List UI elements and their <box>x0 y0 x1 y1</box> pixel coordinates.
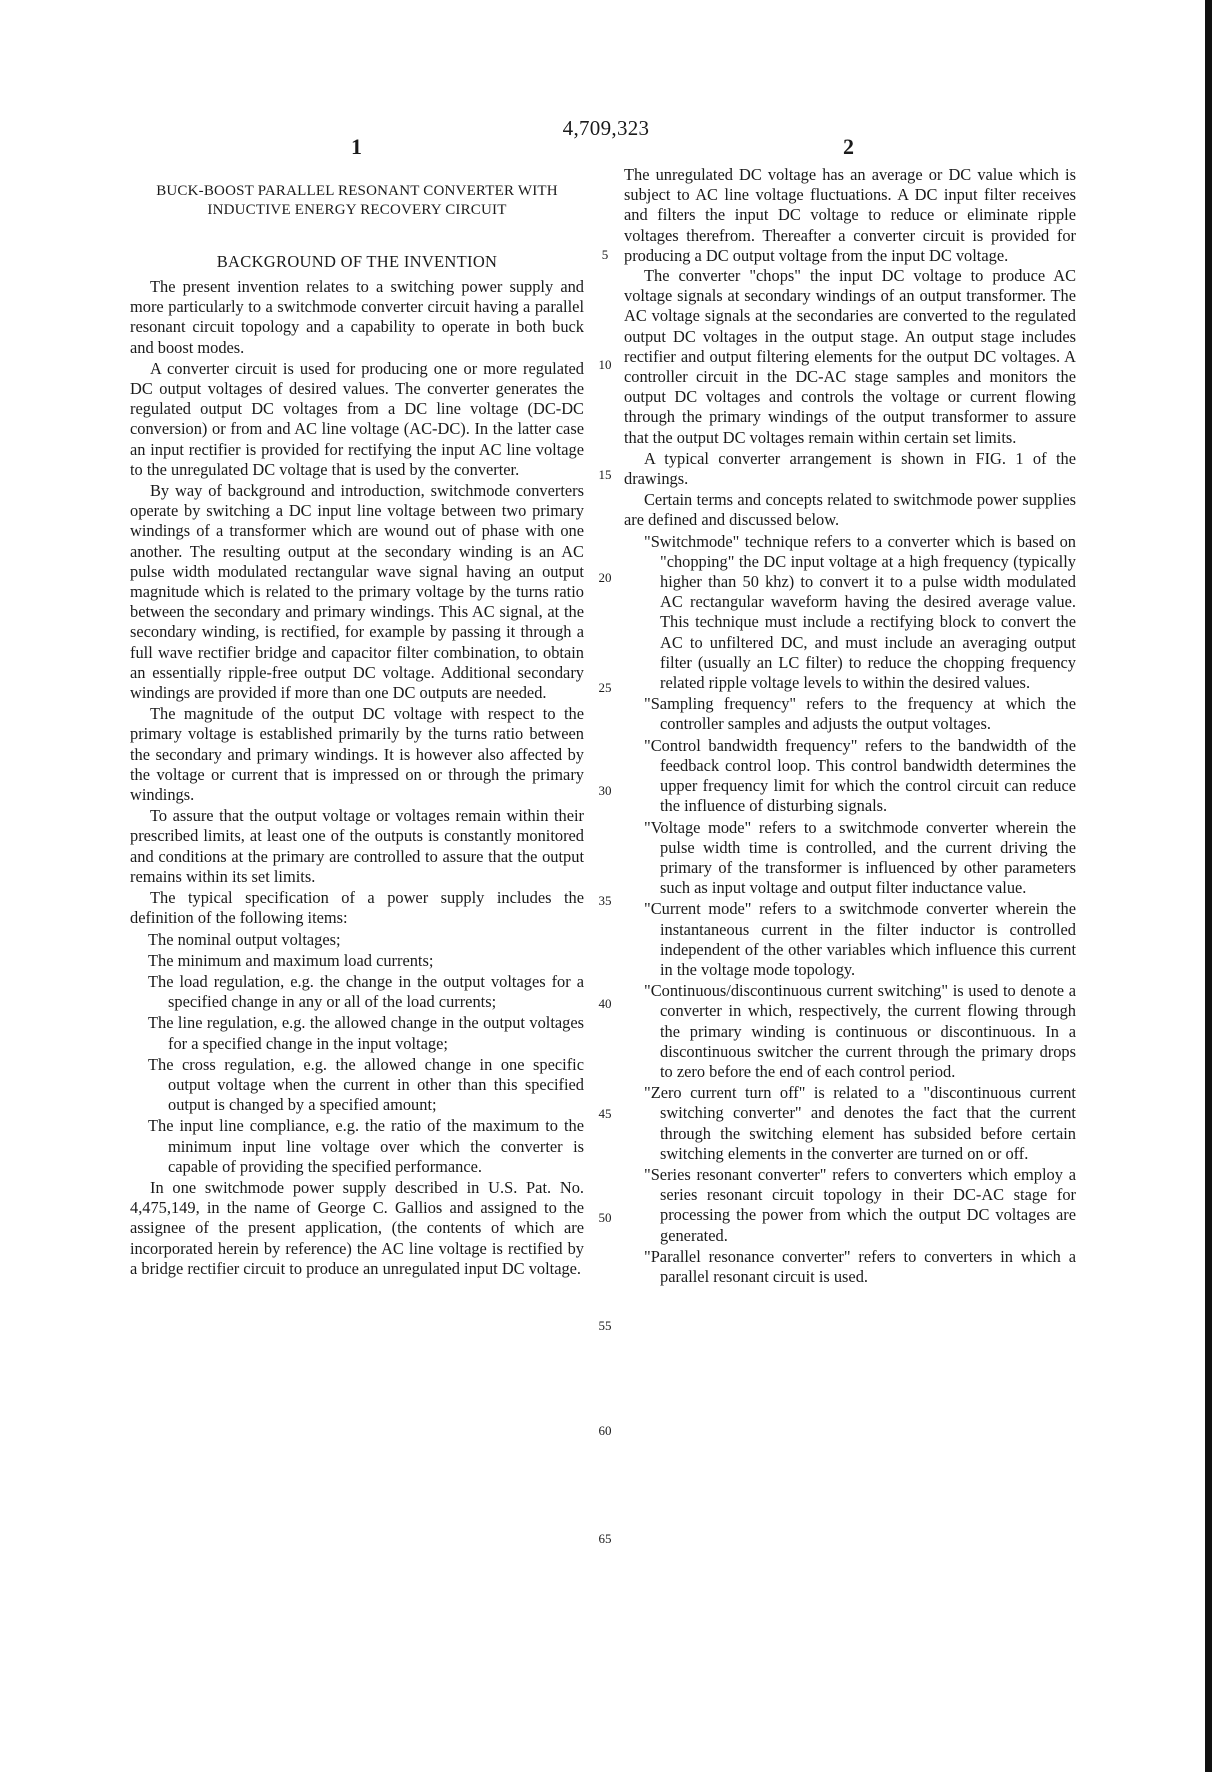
patent-title: BUCK-BOOST PARALLEL RESONANT CONVERTER WITH INDUCTIVE ENERGY RECOVERY CIRCUIT <box>156 183 558 218</box>
left-column-number: 1 <box>351 134 362 159</box>
line-number: 15 <box>598 467 612 482</box>
line-number: 35 <box>598 893 612 908</box>
paragraph: A converter circuit is used for producing one or more regulated DC output voltages of desired values. The converter generates the regulated output DC voltages from a DC line voltage (DC-DC conversion) or from and AC line voltage (AC-DC). In the latter case an input rectifier is provided for rectifying the input AC line voltage to the unregulated DC voltage that is used by the converter. <box>130 358 584 479</box>
paragraph: By way of background and introduction, switchmode converters operate by switching a DC input line voltage between two primary windings of a transformer which are wound out of phase with one another. The resulting output at the secondary winding is an AC pulse width modulated rectangular wave signal having an output magnitude which is related to the primary voltage by the turns ratio between the secondary and primary windings. This AC signal, at the secondary winding, is rectified, for example by passing it through a full wave rectifier bridge and capacitor filter combination, to obtain an essentially ripple-free output DC voltage. Additional secondary windings are provided if more than one DC outputs are needed. <box>130 481 584 703</box>
right-column-number: 2 <box>843 134 854 159</box>
line-number: 65 <box>598 1531 612 1546</box>
left-column <box>130 182 584 1280</box>
spec-item: The minimum and maximum load currents; <box>148 950 434 970</box>
spec-item: The nominal output voltages; <box>148 929 341 949</box>
paragraph: To assure that the output voltage or voltages remain within their prescribed limits, at least one of the outputs is constantly monitored and conditions at the primary are controlled to assure that the output remains within its set limits. <box>130 806 584 886</box>
line-number: 45 <box>598 1106 612 1121</box>
definition-item: "Parallel resonance converter" refers to converters in which a parallel resonant circuit is used. <box>644 1246 1076 1286</box>
spec-item: The input line compliance, e.g. the ratio of the maximum to the minimum input line voltage over which the converter is capable of providing the specified performance. <box>148 1116 584 1176</box>
definition-item: "Control bandwidth frequency" refers to the bandwidth of the feedback control loop. This control bandwidth determines the upper frequency limit for which the control circuit can reduce the influence of disturbing signals. <box>644 735 1076 816</box>
definition-item: "Zero current turn off" is related to a "discontinuous current switching converter" and denotes the fact that the current through the switching element has subsided before certain switching elements in the converter are turned on or off. <box>644 1083 1076 1163</box>
definition-item: "Sampling frequency" refers to the frequency at which the controller samples and adjusts the output voltages. <box>644 694 1076 734</box>
patent-number: 4,709,323 <box>562 116 650 140</box>
definition-item: "Continuous/discontinuous current switching" is used to denote a converter in which, respectively, the current flowing through the primary winding is continuous or discontinuous. In a discontinuous switcher the current through the primary drops to zero before the end of each control period. <box>644 981 1076 1081</box>
paragraph: The unregulated DC voltage has an average or DC value which is subject to AC line voltage fluctuations. A DC input filter receives and filters the input DC voltage to reduce or eliminate ripple voltages therefrom. Thereafter a converter circuit is provided for producing a DC output voltage from the input DC voltage. <box>624 165 1076 265</box>
line-number: 5 <box>601 247 609 262</box>
definition-item: "Voltage mode" refers to a switchmode converter wherein the pulse width time is controlled, and the current driving the primary of the transformer is influenced by other parameters such as input voltage and output filter inductance value. <box>644 817 1076 898</box>
definition-item: "Current mode" refers to a switchmode converter wherein the instantaneous current in the filter inductor is controlled independent of the other variables which influence this current in the voltage mode topology. <box>644 899 1076 979</box>
definition-item: "Series resonant converter" refers to converters which employ a series resonant circuit topology in their DC-AC stage for processing the power from which the output DC voltages are generated. <box>644 1164 1076 1245</box>
paragraph: The converter "chops" the input DC voltage to produce AC voltage signals at secondary windings of an output transformer. The AC voltage signals at the secondaries are converted to the regulated output DC voltages in the output stage. An output stage includes rectifier and output filtering elements for the output DC voltages. A controller circuit in the DC-AC stage samples and monitors the output DC voltages and controls the voltage or current flowing through the primary windings of the output transformer to assure that the output DC voltages remain within certain set limits. <box>624 266 1076 447</box>
line-number: 40 <box>598 996 612 1011</box>
spec-item: The line regulation, e.g. the allowed change in the output voltages for a specified change in the input voltage; <box>148 1013 584 1053</box>
paragraph: The magnitude of the output DC voltage with respect to the primary voltage is established primarily by the turns ratio between the secondary and primary windings. It is however also affected by the voltage or current that is impressed on or through the primary windings. <box>130 704 584 805</box>
paragraph: A typical converter arrangement is shown in FIG. 1 of the drawings. <box>624 448 1076 489</box>
definition-item: "Switchmode" technique refers to a converter which is based on "chopping" the DC input voltage at a high frequency (typically higher than 50 khz) to convert it to a pulse width modulated AC rectangular waveform having the desired average value. This technique must include a rectifying block to convert the AC to unfiltered DC, and must include an averaging output filter (usually an LC filter) to reduce the chopping frequency related ripple voltage levels to within the desired values. <box>644 531 1076 693</box>
paragraph: The present invention relates to a switching power supply and more particularly to a switchmode converter circuit having a parallel resonant circuit topology and a capability to operate in both buck and boost modes. <box>130 277 584 357</box>
line-number: 30 <box>598 783 612 798</box>
section-heading: BACKGROUND OF THE INVENTION <box>216 252 498 271</box>
line-number: 55 <box>598 1318 612 1333</box>
line-number: 20 <box>598 570 612 585</box>
paragraph: The typical specification of a power supply includes the definition of the following items: <box>130 888 584 928</box>
spec-item: The cross regulation, e.g. the allowed change in one specific output voltage when the current in other than this specified output is changed by a specified amount; <box>148 1054 584 1115</box>
scan-edge-border <box>1205 0 1212 1772</box>
right-column <box>624 165 1076 1288</box>
line-number: 50 <box>598 1210 612 1225</box>
line-number: 60 <box>598 1423 612 1438</box>
paragraph: Certain terms and concepts related to switchmode power supplies are defined and discussed below. <box>624 490 1076 530</box>
spec-item: The load regulation, e.g. the change in the output voltages for a specified change in any or all of the load currents; <box>148 971 584 1012</box>
line-number: 25 <box>598 680 612 695</box>
line-number: 10 <box>598 357 612 372</box>
paragraph: In one switchmode power supply described in U.S. Pat. No. 4,475,149, in the name of George C. Gallios and assigned to the assignee of the present application, (the contents of which are incorporated herein by reference) the AC line voltage is rectified by a bridge rectifier circuit to produce an unregulated input DC voltage. <box>130 1177 584 1278</box>
